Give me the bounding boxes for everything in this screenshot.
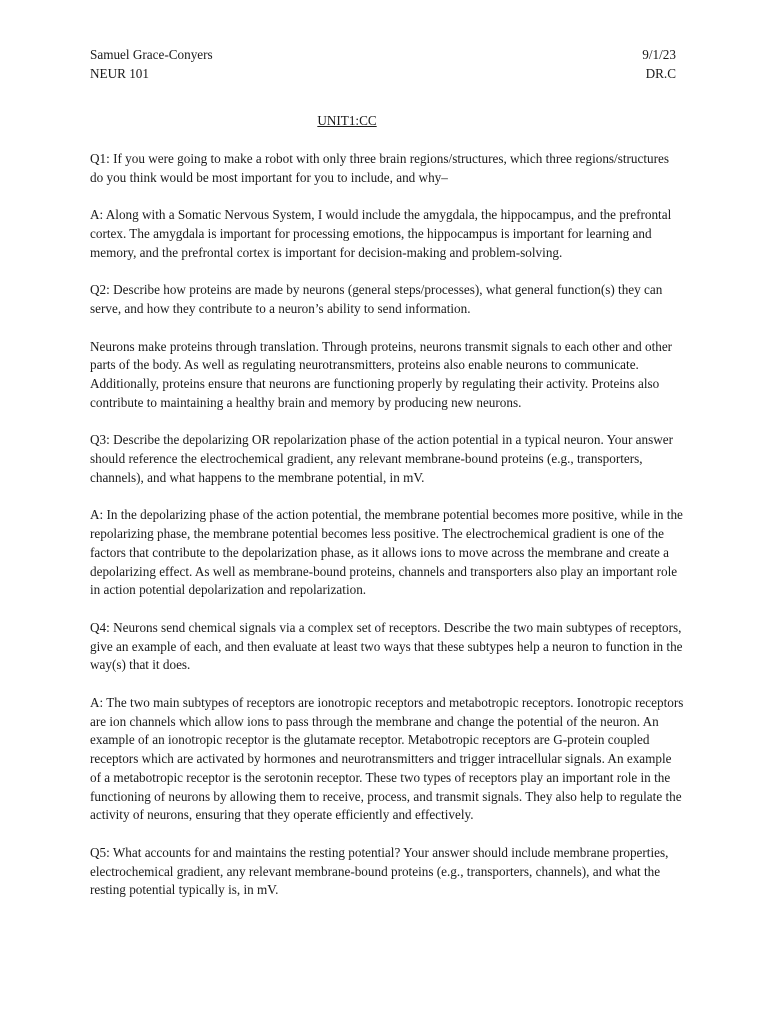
question-4: Q4: Neurons send chemical signals via a complex set of receptors. Describe the two main subtypes of receptors, give an example of each, and then evaluate at least two ways that these subtypes help a neuron to function in the way(s) that it does. <box>90 619 683 673</box>
question-2: Q2: Describe how proteins are made by neurons (general steps/processes), what general function(s) they can serve, and how they contribute to a neuron’s ability to send information. <box>90 282 663 316</box>
author-name: Samuel Grace-Conyers <box>90 47 213 62</box>
document-title: UNIT1:CC <box>317 113 377 128</box>
question-3: Q3: Describe the depolarizing OR repolarization phase of the action potential in a typical neuron. Your answer should reference the electrochemical gradient, any relevant membrane-bound proteins (e.g., transporters, channels), and what happens to the membrane potential, in mV. <box>90 432 674 485</box>
answer-2: Neurons make proteins through translation. Through proteins, neurons transmit signals to each other and other parts of the body. As well as regulating neurotransmitters, proteins also enable neurons to communicate. Additionally, proteins ensure that neurons are functioning properly by regulating their activity. Proteins also contribute to maintaining a healthy brain and memory by producing new neurons. <box>90 338 673 410</box>
document-header <box>90 46 676 83</box>
header-row-1 <box>90 46 676 65</box>
answer-3: A: In the depolarizing phase of the action potential, the membrane potential becomes more positive, while in the repolarizing phase, the membrane potential becomes less positive. The electrochemical gradient is one of the factors that contribute to the depolarization phase, as it allows ions to move across the membrane and create a depolarizing effect. As well as membrane-bound proteins, channels and transporters also play an important role in action potential depolarization and repolarization. <box>90 507 683 598</box>
question-5: Q5: What accounts for and maintains the resting potential? Your answer should include membrane properties, electrochemical gradient, any relevant membrane-bound proteins (e.g., transporters, channels), and what the resting potential typically is, in mV. <box>90 844 669 898</box>
document-body <box>90 150 684 919</box>
question-1: Q1: If you were going to make a robot with only three brain regions/structures, which three regions/structures do you think would be most important for you to include, and why– <box>90 151 669 185</box>
document-date: 9/1/23 <box>642 47 676 62</box>
header-row-2 <box>90 65 676 84</box>
answer-4: A: The two main subtypes of receptors are ionotropic receptors and metabotropic receptors. Ionotropic receptors are ion channels which allow ions to pass through the membrane and change the potential of the neuron. An example of an ionotropic receptor is the glutamate receptor. Metabotropic receptors are G-protein coupled receptors which are activated by hormones and neurotransmitters and trigger intracellular signals. An example of a metabotropic receptor is the serotonin receptor. These two types of receptors play an important role in the functioning of neurons by allowing them to receive, process, and transmit signals. They also help to regulate the activity of neurons, ensuring that they operate efficiently and effectively. <box>90 694 684 823</box>
instructor-name: DR.C <box>645 65 676 81</box>
answer-1: A: Along with a Somatic Nervous System, I would include the amygdala, the hippocampus, and the prefrontal cortex. The amygdala is important for processing emotions, the hippocampus is important for learning and memory, and the prefrontal cortex is important for decision-making and problem-solving. <box>90 207 672 260</box>
course-code: NEUR 101 <box>90 65 149 81</box>
